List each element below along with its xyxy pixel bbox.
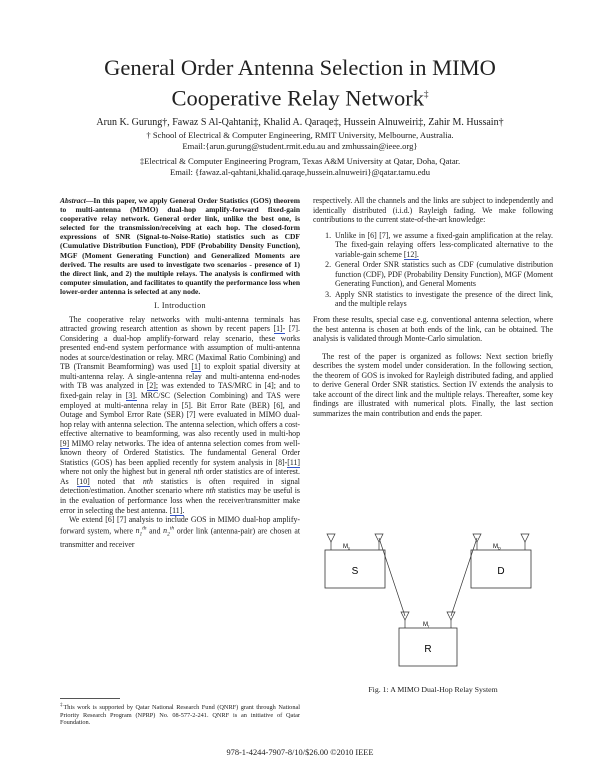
destination-node xyxy=(471,534,531,588)
abstract xyxy=(60,196,300,296)
citation-link[interactable]: [1]- xyxy=(273,324,286,334)
intro-paragraph-2: We extend [6] [7] analysis to include GOS in MIMO dual-hop amplify-forward system, where $n_1^{th}$ and $n_2^{th}$ order link (antenna-pair) are chosen at transmitter and receiver xyxy=(60,515,301,550)
figure-1 xyxy=(313,520,553,694)
right-paragraph-1: From these results, special case e.g. conventional antenna selection, where the best antenna is chosen at both ends of the link, can be obtained. The analysis is validated through Monte-Carlo simulation. xyxy=(313,315,553,344)
footnote-rule xyxy=(60,698,120,699)
math-n1: $n_1^{th}$ xyxy=(135,525,147,538)
author-list: Arun K. Gurung†, Fawaz S Al-Qahtani‡, Khalid A. Qaraqe‡, Hussein Alnuweiri‡, Zahir M. Hussain† xyxy=(96,117,504,128)
affiliation-1-email: Email:{arun.gurung@student.rmit.edu.au and zmhussain@ieee.org} xyxy=(182,140,418,151)
right-paragraph-0: respectively. All the channels and the links are subject to independently and identically distributed (i.i.d.) Rayleigh fading. We make following contributions to the current state-of-the-art knowledge: xyxy=(313,196,553,225)
relay-system-diagram xyxy=(313,520,553,690)
citation-link[interactable]: [10] xyxy=(76,476,90,486)
affiliation-1: † School of Electrical & Computer Engineering, RMIT University, Melbourne, Australia. xyxy=(146,130,454,140)
abstract-text: —In this paper, we apply General Order Statistics (GOS) theorem to multi-antenna (MIMO) dual-hop amplify-forward fixed-gain cooperative relay network. General order link, unlike the best one, is selected for the transmission/receiving at each hop. The closed-form expressions of SNR (Signal-to-Noise-Ratio) statistics such as CDF (Cumulative Distribution Function), PDF (Probability Density Function), MGF (Moment Generating Function) and Generalized Moments are derived. The results are used to investigate two scenarios - presence of 1) the direct link, and 2) the multiple relays. The analysis is confirmed with computer simulation, and facilitates to quantify the performance loss when lower-order antenna is selected at any node. xyxy=(60,196,300,296)
math-n2: $n_2^{th}$ xyxy=(163,525,175,538)
right-paragraph-2: The rest of the paper is organized as follows: Next section briefly describes the system model under consideration. In the following section, the theorem of GOS is invoked for Rayleigh distributed fading, and applied to derive General Order SNR statistics. Section IV extends the analysis to take account of the direct link and the multiple relays. Thereafter, some key findings are illustrated with numerical plots. Finally, the last section summarizes the main contribution and ends the paper. xyxy=(313,351,553,418)
node-label-d: D xyxy=(497,566,505,577)
section-heading-introduction: I. Introduction xyxy=(154,301,206,311)
node-label-r: R xyxy=(424,644,432,655)
figure-caption: Fig. 1: A MIMO Dual-Hop Relay System xyxy=(368,685,498,694)
title-line-1: General Order Antenna Selection in MIMO xyxy=(104,55,496,80)
title-line-2: Cooperative Relay Network xyxy=(171,85,424,111)
label-ms: $M_s$ xyxy=(343,544,350,551)
citation-link[interactable]: [11] xyxy=(287,457,300,467)
abstract-label: Abstract xyxy=(60,196,86,205)
footnote-text: This work is supported by Qatar National Research Fund (QNRF) grant through National Priority Research Program (NPRP) No. 08-577-2-241. QNRF is an initiative of Qatar Foundation. xyxy=(60,704,301,726)
paper-title xyxy=(0,54,600,112)
citation-link[interactable]: [9] xyxy=(60,438,70,448)
node-label-s: S xyxy=(351,566,359,577)
contribution-item: 2. General Order SNR statistics such as CDF (cumulative distribution function (CDF), PDF (Probability Density Function), MGF (Moment Generating Function), and General Moments xyxy=(333,260,553,289)
intro-paragraph-1: The cooperative relay networks with multi-antenna terminals has attracted growing research attention as shown by recent papers [1]- [7]. Considering a dual-hop amplify-forward relay scenario, these works presented end-end system performance with assumption of multi-antenna nodes at source/destination or relay. MRC (Maximal Ratio Combining) and TB (Transmit Beamforming) was used [1] to exploit spatial diversity at multi-antenna relay. A single-antenna relay and multi-antenna end-nodes with TB was analyzed in [2]; was extended to TAS/MRC in [4]; and to fixed-gain relay in [3]. MRC/SC (Selection Combining) and TAS were employed at multi-antenna relay in [5]. Bit Error Rate (BER) [6], and Outage and Symbol Error Rate (SER) [7] were evaluated in MIMO dual-hop relay with antenna selection. The antenna selection, which offers a cost-effective alternative to beamforming, was also recently used in multi-hop [9] MIMO relay networks. The idea of antenna selection comes from well-known theory of Ordered Statistics. The fundamental General Order Statistics (GOS) has been applied recently for system analysis in [8]-[11] where not only the highest but in general nth order statistics are of interest. As [10] noted that nth statistics is often required in signal detection/estimation. Another scenario where nth statistics may be useful is in the evaluation of performance loss when the receiver/transmitter make error in selecting the best antenna. [11]. xyxy=(60,314,301,515)
affiliation-rmit xyxy=(0,130,600,151)
citation-link[interactable]: [2]; xyxy=(146,381,159,391)
contribution-list xyxy=(313,231,553,309)
contribution-item: 1. Unlike in [6] [7], we assume a fixed-gain amplification at the relay. The fixed-gain relaying offers less-complicated alternative to the variable-gain scheme [12]. xyxy=(333,231,553,260)
affiliation-2: ‡Electrical & Computer Engineering Program, Texas A&M University at Qatar, Doha, Qatar. xyxy=(139,156,461,166)
left-column xyxy=(60,196,300,550)
citation-link[interactable]: [3]. xyxy=(125,390,137,400)
contribution-item: 3. Apply SNR statistics to investigate the presence of the direct link, and the multiple relays xyxy=(333,290,553,309)
citation-link[interactable]: [1] xyxy=(191,362,201,372)
citation-link[interactable]: [12]. xyxy=(403,249,419,259)
title-footnote-mark: ‡ xyxy=(423,89,429,99)
label-md: $M_D$ xyxy=(493,544,501,551)
footnote xyxy=(60,698,300,726)
footnote-mark: ‡ xyxy=(60,703,64,708)
citation-link[interactable]: [11]. xyxy=(169,505,185,515)
affiliation-tamu xyxy=(0,156,600,177)
math-nth: nth xyxy=(205,486,216,496)
math-nth: nth xyxy=(193,467,204,477)
source-node xyxy=(325,534,385,588)
right-column xyxy=(313,196,553,418)
math-nth: nth xyxy=(142,476,153,486)
affiliation-2-email: Email: {fawaz.al-qahtani,khalid.qaraqe,hussein.alnuweiri}@qatar.tamu.edu xyxy=(169,166,431,177)
copyright-line: 978-1-4244-7907-8/10/$26.00 ©2010 IEEE xyxy=(226,748,374,757)
label-mr: $M_r$ xyxy=(423,622,430,629)
relay-node xyxy=(399,612,457,666)
